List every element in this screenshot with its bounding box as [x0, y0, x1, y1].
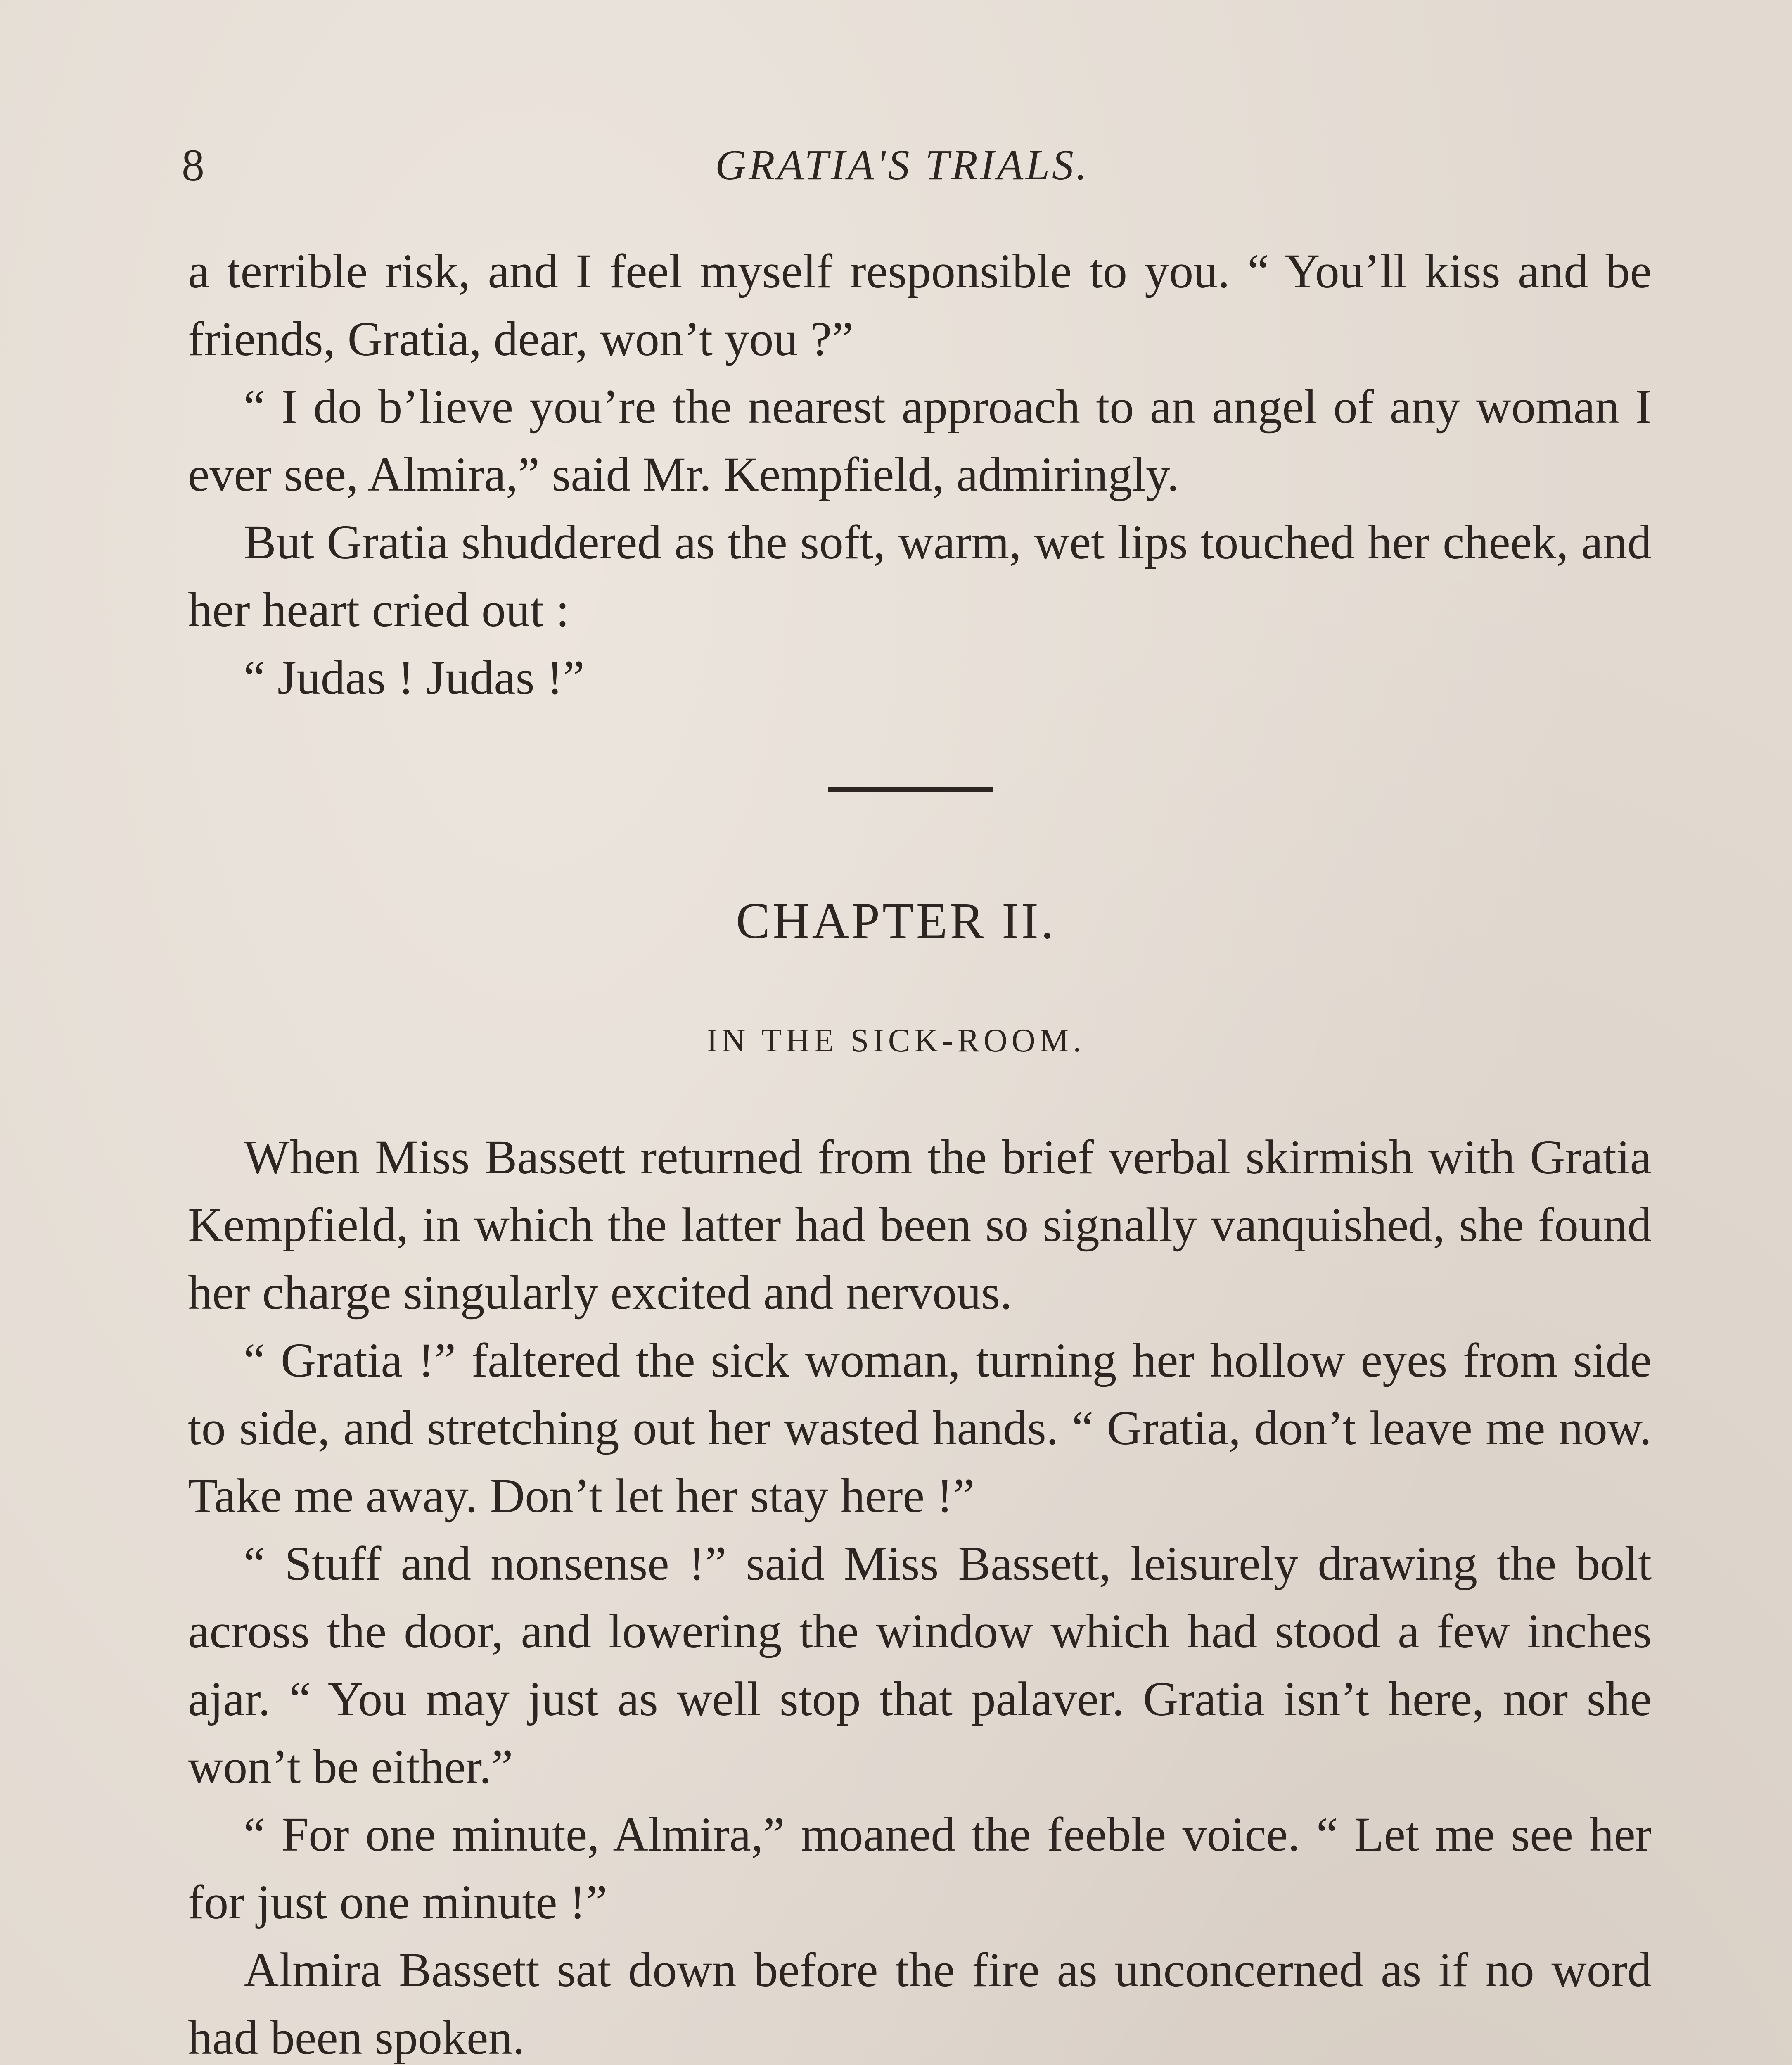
section-divider — [828, 787, 993, 792]
page-number: 8 — [182, 140, 204, 190]
running-title: GRATIA'S TRIALS. — [715, 141, 1089, 189]
running-head — [182, 136, 1623, 194]
paragraph: But Gratia shuddered as the soft, warm, wet lips touched her cheek, and her heart cried out : — [188, 515, 1652, 637]
paragraph: “ Judas ! Judas !” — [244, 650, 585, 705]
paragraph: a terrible risk, and I feel myself responsible to you. “ You’ll kiss and be friends, Gratia, dear, won’t you ?” — [188, 244, 1652, 366]
paragraph: “ For one minute, Almira,” moaned the feeble voice. “ Let me see her for just one minute !” — [188, 1807, 1652, 1929]
paragraph: Almira Bassett sat down before the fire as unconcerned as if no word had been spoken. — [188, 1943, 1652, 2065]
paragraph: “ Stuff and nonsense !” said Miss Bassett, leisurely drawing the bolt across the door, and lowering the window which had stood a few inches ajar. “ You may just as well stop that palaver. Gratia isn’t here, nor she won’t be either.” — [188, 1536, 1652, 1794]
chapter-subtitle: IN THE SICK-ROOM. — [706, 1023, 1086, 1059]
top-text-block — [188, 237, 1652, 712]
paragraph: “ Gratia !” faltered the sick woman, turning her hollow eyes from side to side, and stretching out her wasted hands. “ Gratia, don’t leave me now. Take me away. Don’t let her stay here !” — [188, 1333, 1652, 1523]
paragraph: “ I do b’lieve you’re the nearest approach to an angel of any woman I ever see, Almira,” said Mr. Kempfield, admiringly. — [188, 380, 1652, 501]
paragraph: When Miss Bassett returned from the brief verbal skirmish with Gratia Kempfield, in which the latter had been so signally vanquished, she found her charge singularly excited and nervous. — [188, 1130, 1652, 1320]
chapter-title: CHAPTER II. — [736, 892, 1056, 949]
chapter-text-block — [188, 1123, 1652, 2065]
